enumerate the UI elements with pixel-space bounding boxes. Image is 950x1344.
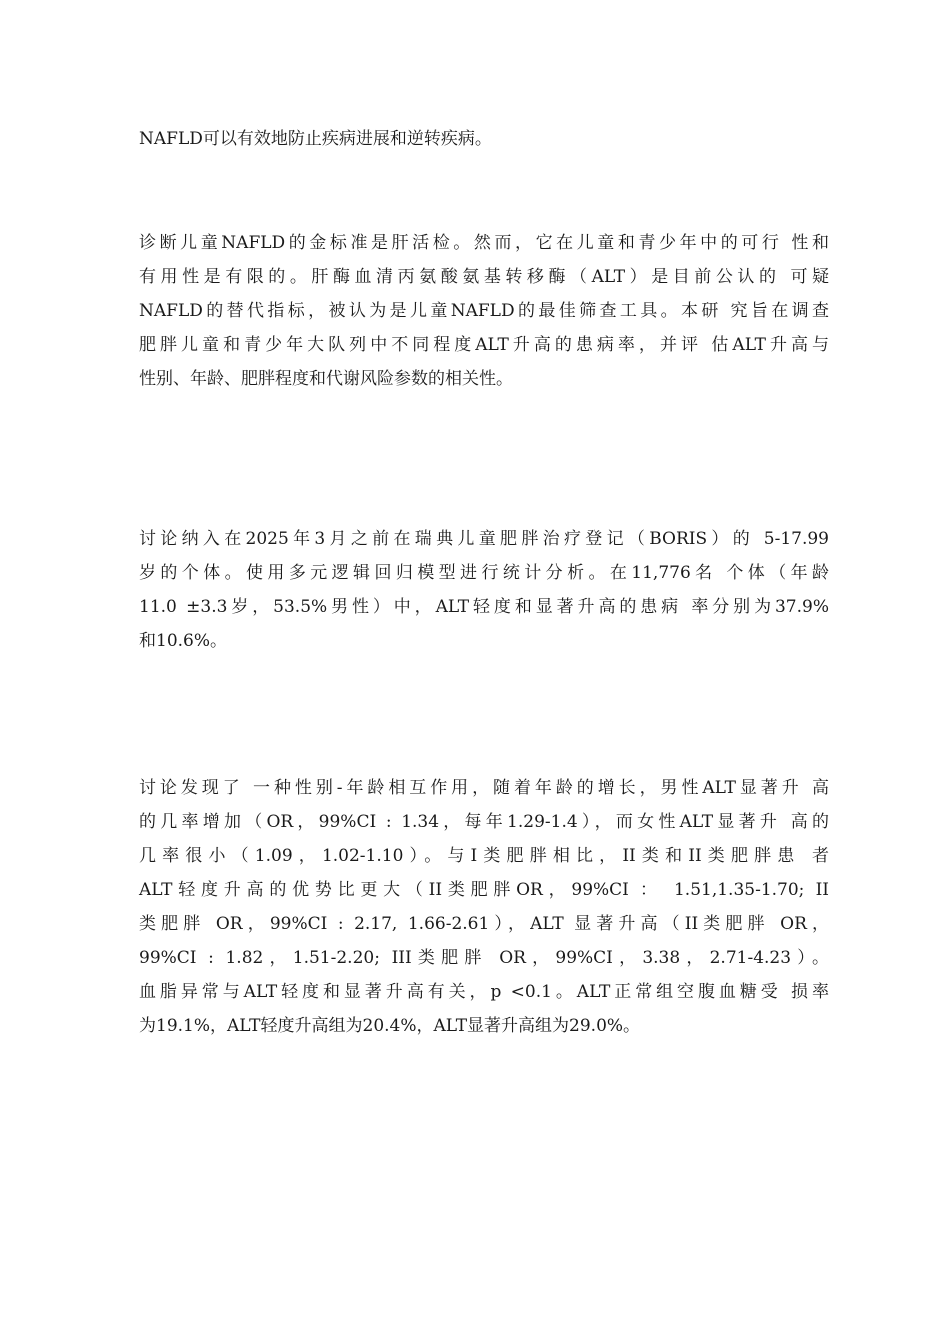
text-line: 99%CI : 1.82，1.51-2.20; III类肥胖 OR，99%CI，3.38，2.71-4.23）。 — [139, 948, 829, 968]
text-line: 性别、年龄、肥胖程度和代谢风险参数的相关性。 — [139, 369, 513, 389]
text-line: 岁的个体。使用多元逻辑回归模型进行统计分析。在11,776名 个体（年龄 — [139, 563, 829, 583]
text-line: 讨论纳入在2025年3月之前在瑞典儿童肥胖治疗登记（BORIS）的 5-17.99 — [139, 529, 829, 549]
paragraph-2 — [139, 226, 829, 396]
text-line: NAFLD的替代指标，被认为是儿童NAFLD的最佳筛查工具。本研 究旨在调查 — [139, 301, 829, 321]
text-line: 的几率增加（OR，99%CI : 1.34，每年1.29-1.4），而女性ALT显著升 高的 — [139, 812, 829, 832]
text-line: 类肥胖 OR，99%CI : 2.17, 1.66-2.61），ALT 显著升高（II类肥胖 OR， — [139, 914, 829, 934]
text-line: ALT轻度升高的优势比更大（II类肥胖OR，99%CI ： 1.51,1.35-1.70; II — [139, 880, 829, 900]
text-line: 几率很小（1.09，1.02-1.10）。与I类肥胖相比，II类和II类肥胖患 者 — [139, 846, 829, 866]
paragraph-3 — [139, 522, 829, 658]
text-line: 和10.6%。 — [139, 631, 228, 651]
text-line: 肥胖儿童和青少年大队列中不同程度ALT升高的患病率，并评 估ALT升高与 — [139, 335, 829, 355]
paragraph-1 — [139, 122, 829, 156]
text-line: 为19.1%，ALT轻度升高组为20.4%，ALT显著升高组为29.0%。 — [139, 1016, 641, 1036]
paragraph-4 — [139, 771, 829, 1043]
text-line: 讨论发现了 一种性别-年龄相互作用，随着年龄的增长，男性ALT显著升 高 — [139, 778, 829, 798]
text-line: NAFLD可以有效地防止疾病进展和逆转疾病。 — [139, 129, 492, 149]
text-line: 诊断儿童NAFLD的金标准是肝活检。然而，它在儿童和青少年中的可行 性和 — [139, 233, 829, 253]
text-line: 11.0 ±3.3岁，53.5%男性）中，ALT轻度和显著升高的患病 率分别为37.9% — [139, 597, 829, 617]
text-line: 血脂异常与ALT轻度和显著升高有关，p <0.1。ALT正常组空腹血糖受 损率 — [139, 982, 829, 1002]
text-line: 有用性是有限的。肝酶血清丙氨酸氨基转移酶（ALT）是目前公认的 可疑 — [139, 267, 829, 287]
